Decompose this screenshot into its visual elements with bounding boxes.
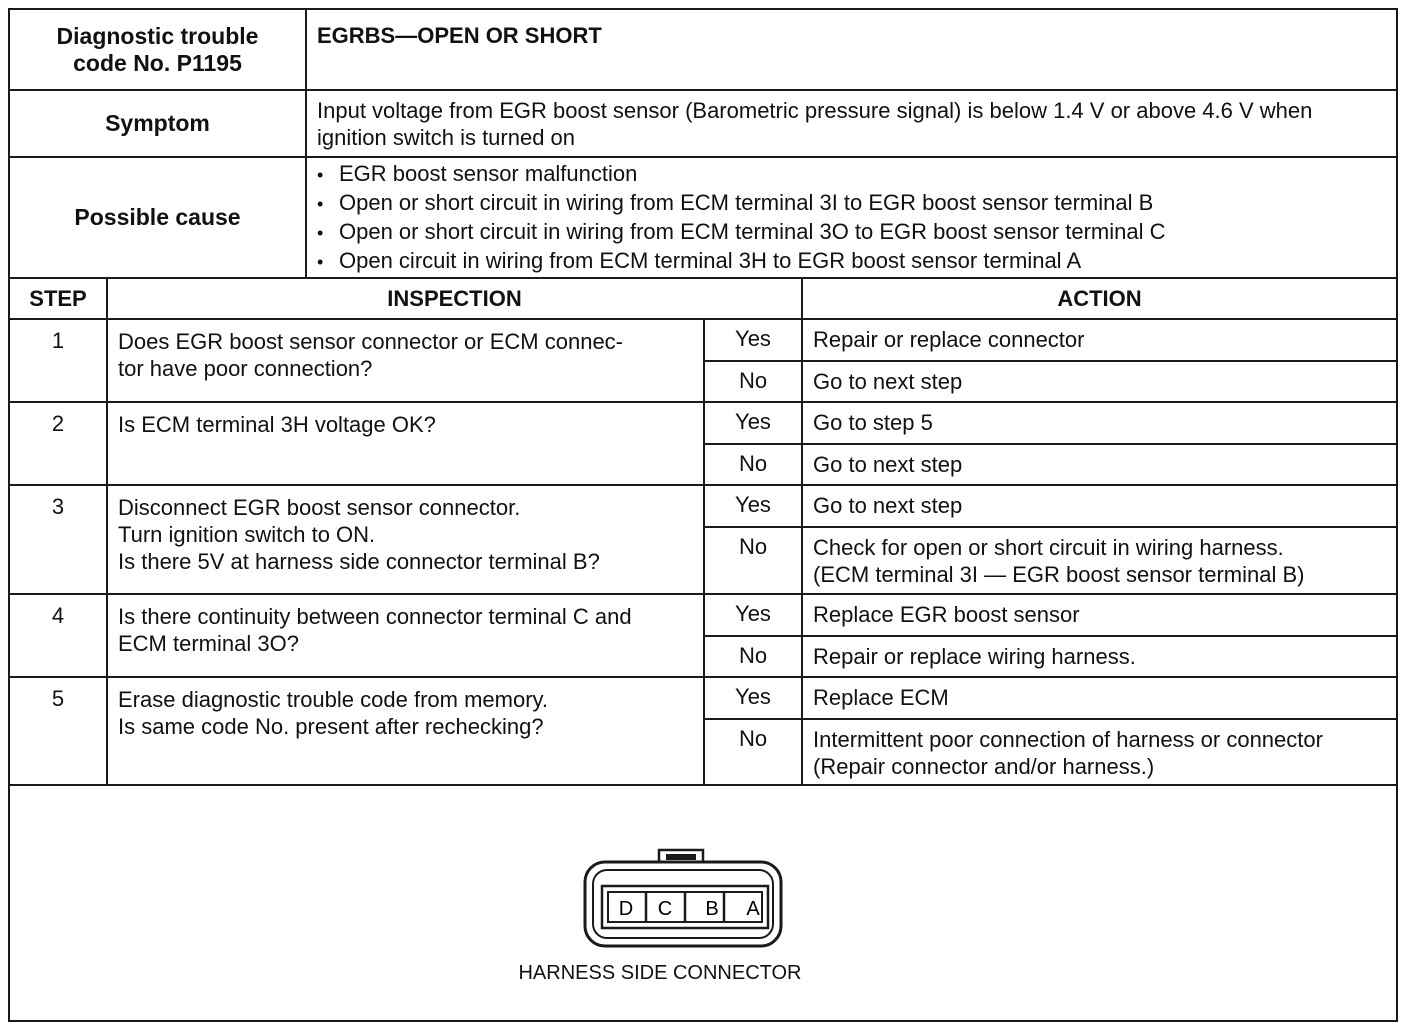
no-label: No — [738, 451, 768, 476]
connector-latch-detail — [666, 854, 696, 860]
inspection-header: INSPECTION — [108, 279, 803, 318]
cause-label: Possible cause — [10, 158, 307, 277]
yes-action: Replace ECM — [803, 678, 1396, 720]
yes-action: Repair or replace connector — [803, 320, 1396, 362]
no-action: Go to next step — [813, 369, 963, 394]
diagnostic-sheet — [8, 8, 1398, 1022]
pin-label-c: C — [657, 898, 673, 920]
code-title: EGRBS—OPEN OR SHORT — [317, 23, 602, 48]
step-number: 4 — [10, 595, 108, 676]
step-row-2 — [10, 403, 1396, 486]
result-cell — [705, 320, 803, 401]
pin-label-b: B — [705, 898, 719, 920]
yes-action: Go to step 5 — [803, 403, 1396, 445]
action-cell — [803, 320, 1396, 401]
cause-item: • Open circuit in wiring from ECM terminal 3H to EGR boost sensor terminal A — [317, 247, 1396, 276]
yes-label: Yes — [705, 678, 801, 720]
yes-action: Replace EGR boost sensor — [803, 595, 1396, 637]
action-cell — [803, 486, 1396, 593]
yes-label: Yes — [705, 320, 801, 362]
symptom-text: Input voltage from EGR boost sensor (Barometric pressure signal) is below 1.4 V or above 4.6 V when ignition switch is turned on — [317, 98, 1313, 150]
step-number: 1 — [10, 320, 108, 401]
connector-caption: HARNESS SIDE CONNECTOR — [518, 962, 802, 984]
connector-diagram-area — [10, 786, 1396, 1020]
table-header-row — [10, 279, 1396, 320]
inspection-text: Disconnect EGR boost sensor connector. Turn ignition switch to ON. Is there 5V at harness side connector terminal B? — [108, 486, 705, 593]
result-cell — [705, 595, 803, 676]
no-action: Check for open or short circuit in wiring harness. (ECM terminal 3I — EGR boost sensor terminal B) — [813, 535, 1305, 587]
inspection-text: Erase diagnostic trouble code from memory. Is same code No. present after rechecking? — [108, 678, 705, 784]
cause-item: • Open or short circuit in wiring from ECM terminal 3O to EGR boost sensor terminal C — [317, 218, 1396, 247]
step-header: STEP — [10, 279, 108, 318]
step-row-3 — [10, 486, 1396, 595]
cause-item: • EGR boost sensor malfunction — [317, 160, 1396, 189]
yes-label: Yes — [705, 486, 801, 528]
step-number: 5 — [10, 678, 108, 784]
result-cell — [705, 403, 803, 484]
inspection-text: Is ECM terminal 3H voltage OK? — [108, 403, 705, 484]
cause-list-cell — [307, 158, 1396, 277]
code-row — [10, 10, 1396, 91]
no-label: No — [738, 534, 768, 559]
step-row-4 — [10, 595, 1396, 678]
connector-diagram — [10, 786, 1400, 1026]
no-action: Repair or replace wiring harness. — [813, 644, 1136, 669]
no-label: No — [738, 726, 768, 751]
action-header: ACTION — [1057, 285, 1142, 311]
yes-action: Go to next step — [803, 486, 1396, 528]
symptom-row — [10, 91, 1396, 158]
no-label: No — [738, 643, 768, 668]
action-cell — [803, 595, 1396, 676]
cause-list — [307, 158, 1396, 276]
action-cell — [803, 403, 1396, 484]
no-label: No — [738, 368, 768, 393]
step-number: 2 — [10, 403, 108, 484]
step-row-5 — [10, 678, 1396, 786]
no-action: Intermittent poor connection of harness or connector (Repair connector and/or harness.) — [813, 727, 1323, 779]
inspection-text: Does EGR boost sensor connector or ECM connec- tor have poor connection? — [108, 320, 705, 401]
cause-item: • Open or short circuit in wiring from ECM terminal 3I to EGR boost sensor terminal B — [317, 189, 1396, 218]
yes-label: Yes — [705, 595, 801, 637]
step-number: 3 — [10, 486, 108, 593]
action-cell — [803, 678, 1396, 784]
result-cell — [705, 678, 803, 784]
pin-label-a: A — [746, 898, 760, 920]
result-cell — [705, 486, 803, 593]
code-label: Diagnostic trouble code No. P1195 — [10, 10, 307, 89]
cause-row — [10, 158, 1396, 279]
inspection-text: Is there continuity between connector terminal C and ECM terminal 3O? — [108, 595, 705, 676]
no-action: Go to next step — [813, 452, 963, 477]
yes-label: Yes — [705, 403, 801, 445]
symptom-label: Symptom — [10, 91, 307, 156]
step-row-1 — [10, 320, 1396, 403]
pin-label-d: D — [618, 898, 634, 920]
